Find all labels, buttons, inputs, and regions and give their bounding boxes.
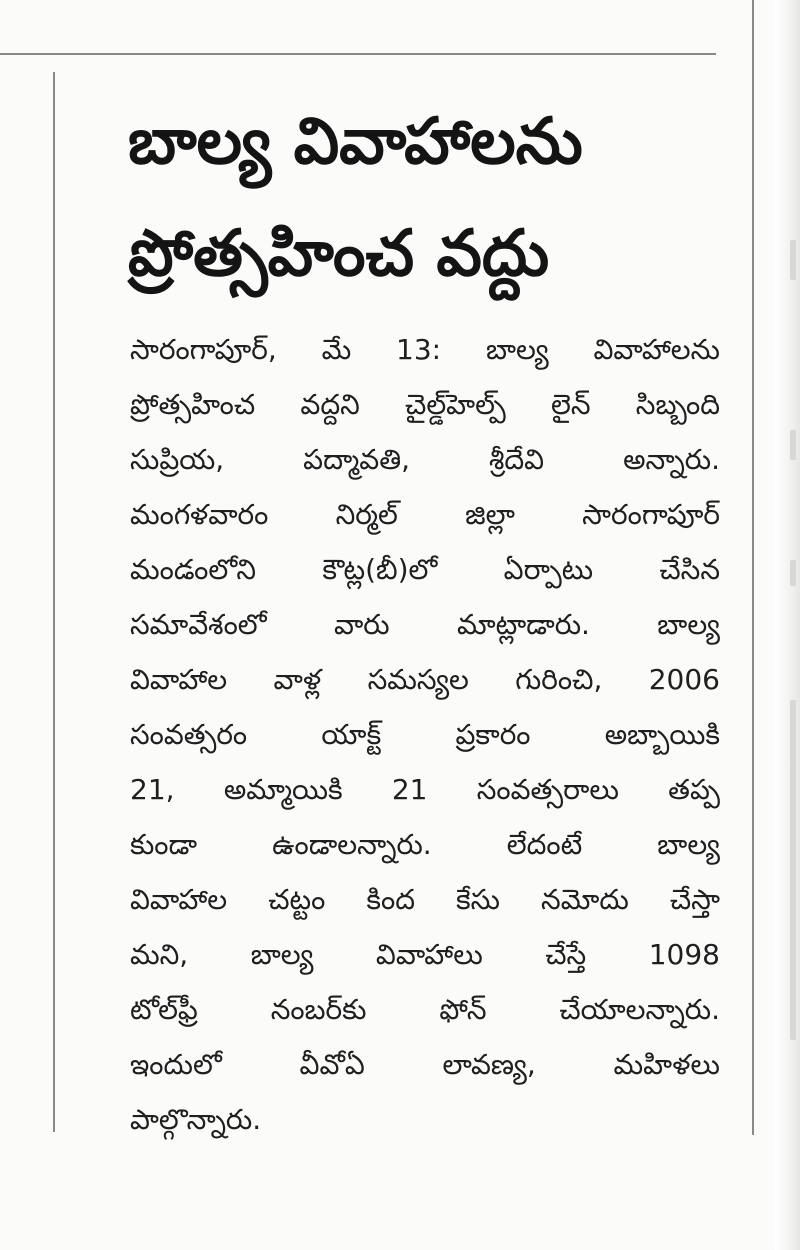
headline-line: బాల్య వివాహాలను bbox=[128, 105, 583, 179]
body-line: వివాహాల వాళ్ల సమస్యల గురించి, 2006 bbox=[130, 663, 720, 696]
body-line: ఇందులో వీవోఏ లావణ్య, మహిళలు bbox=[130, 1048, 720, 1081]
adjacent-column-edge bbox=[775, 0, 800, 1250]
edge-ink-mark bbox=[790, 700, 796, 1040]
body-line: సుప్రియ, పద్మావతి, శ్రీదేవి అన్నారు. bbox=[130, 443, 720, 476]
body-line: సమావేశంలో వారు మాట్లాడారు. బాల్య bbox=[130, 608, 720, 641]
top-column-rule bbox=[0, 53, 716, 55]
body-line: మండంలోని కౌట్ల(బీ)లో ఏర్పాటు చేసిన bbox=[130, 553, 720, 586]
edge-ink-mark bbox=[790, 240, 796, 280]
edge-ink-mark bbox=[790, 430, 796, 460]
edge-ink-mark bbox=[790, 560, 796, 586]
left-column-rule bbox=[53, 72, 55, 1132]
body-line: సంవత్సరం యాక్ట్ ప్రకారం అబ్బాయికి bbox=[130, 718, 720, 751]
right-column-rule bbox=[752, 0, 754, 1135]
body-line: మంగళవారం నిర్మల్ జిల్లా సారంగాపూర్ bbox=[130, 498, 720, 531]
body-line: ప్రోత్సహించ వద్దని చైల్డ్‌హెల్ప్ లైన్ సిబ్బంది bbox=[130, 388, 720, 421]
body-line: 21, అమ్మాయికి 21 సంవత్సరాలు తప్ప bbox=[130, 773, 720, 806]
body-line: మని, బాల్య వివాహాలు చేస్తే 1098 bbox=[130, 938, 720, 971]
article-body bbox=[130, 322, 720, 1147]
body-line: టోల్‌ఫ్రీ నంబర్‌కు ఫోన్ చేయాలన్నారు. bbox=[130, 993, 720, 1026]
body-line: కుండా ఉండాలన్నారు. లేదంటే బాల్య bbox=[130, 828, 720, 861]
body-line: సారంగాపూర్, మే 13: బాల్య వివాహాలను bbox=[130, 333, 720, 366]
body-line: వివాహాల చట్టం కింద కేసు నమోదు చేస్తా bbox=[130, 883, 720, 916]
article-headline bbox=[128, 86, 728, 310]
headline-line: ప్రోత్సహించ వద్దు bbox=[128, 217, 550, 291]
body-line: పాల్గొన్నారు. bbox=[130, 1103, 262, 1136]
